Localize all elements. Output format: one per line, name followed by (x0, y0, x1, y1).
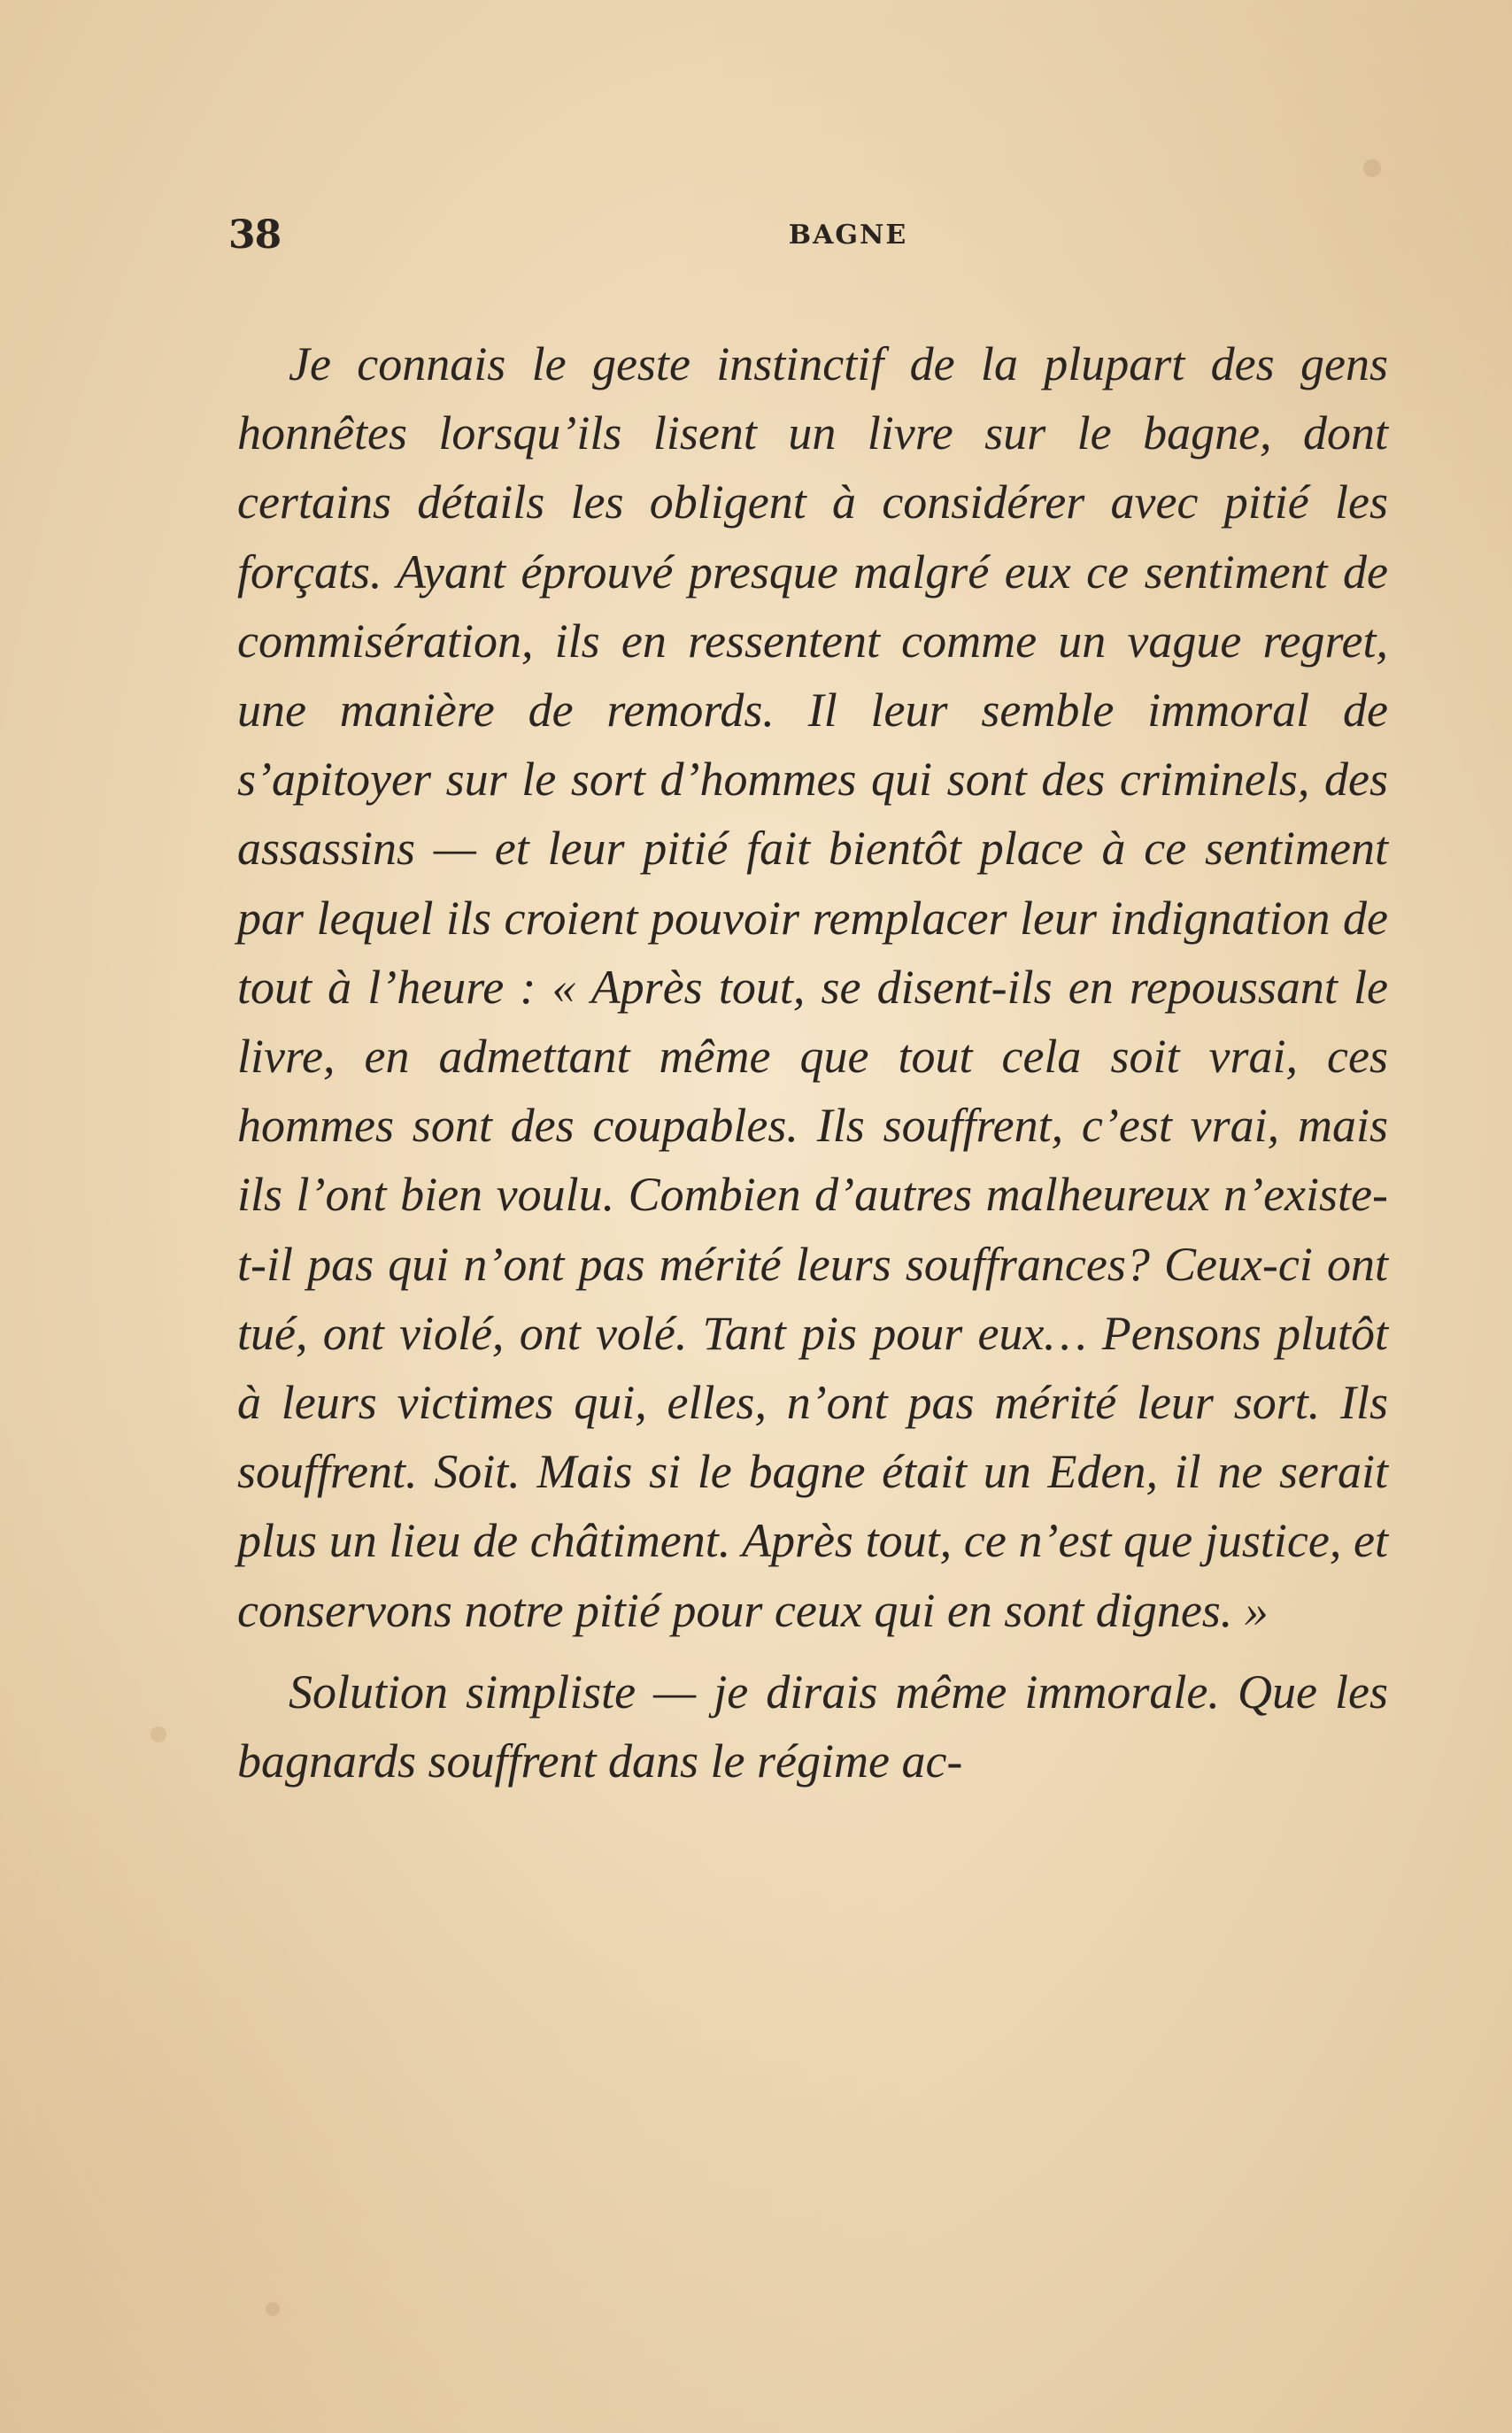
paper-stain (266, 2302, 280, 2316)
paper-stain (1363, 159, 1381, 177)
body-text (237, 329, 1388, 1796)
page-header (228, 212, 1388, 266)
paper-stain (150, 1726, 166, 1742)
paragraph: Je connais le geste instinctif de la plupart des gens honnêtes lorsqu’ils lisent un livre sur le bagne, dont certains détails les obligent à considérer avec pitié les forçats. Ayant éprouvé presque malgré eux ce sentiment de commisération, ils en ressentent comme un vague regret, une manière de remords. Il leur semble immoral de s’apitoyer sur le sort d’hommes qui sont des criminels, des assassins — et leur pitié fait bientôt place à ce sentiment par lequel ils croient pouvoir remplacer leur indignation de tout à l’heure : « Après tout, se disent-ils en repoussant le livre, en admettant même que tout cela soit vrai, ces hommes sont des coupables. Ils souffrent, c’est vrai, mais ils l’ont bien voulu. Combien d’autres malheureux n’existe-t-il pas qui n’ont pas mérité leurs souffrances? Ceux-ci ont tué, ont violé, ont volé. Tant pis pour eux… Pensons plutôt à leurs victimes qui, elles, n’ont pas mérité leur sort. Ils souffrent. Soit. Mais si le bagne était un Eden, il ne serait plus un lieu de châtiment. Après tout, ce n’est que justice, et conservons notre pitié pour ceux qui en sont dignes. » (237, 337, 1388, 1637)
running-title: BAGNE (788, 220, 908, 251)
page-number: 38 (228, 212, 282, 258)
paragraph: Solution simpliste — je dirais même immorale. Que les bagnards souffrent dans le régime ac- (237, 1664, 1388, 1788)
